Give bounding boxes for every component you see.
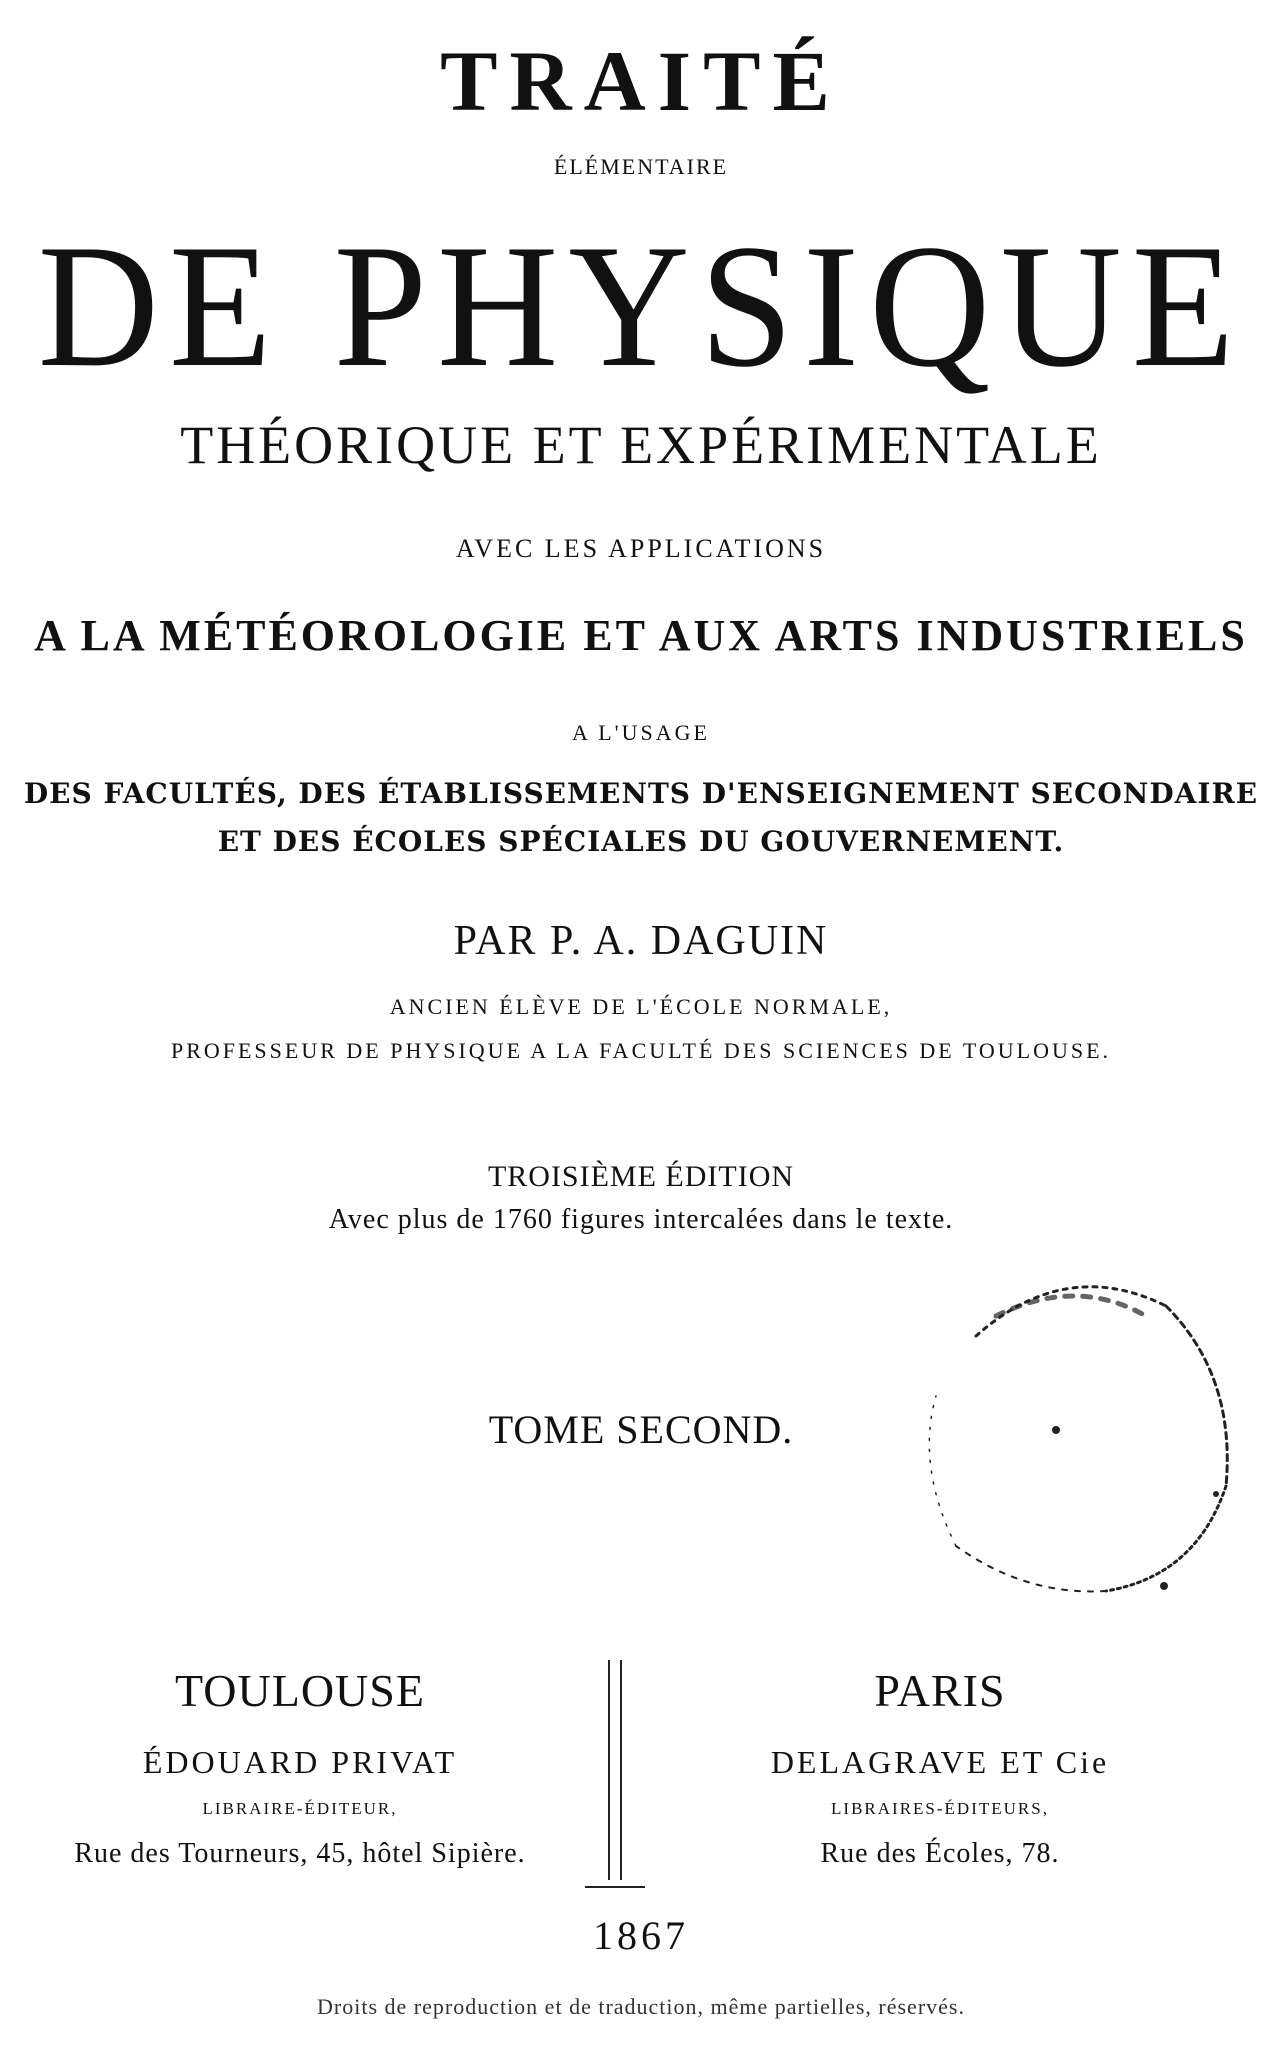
publication-year: 1867	[593, 1913, 689, 1958]
author-byline: PAR P. A. DAGUIN	[453, 918, 829, 964]
title-de-physique: DE PHYSIQUE	[37, 208, 1245, 404]
column-divider	[608, 1660, 622, 1880]
publisher-right-name: DELAGRAVE ET Cie	[770, 1744, 1110, 1780]
publisher-right-city: PARIS	[874, 1665, 1006, 1716]
library-stamp-icon	[916, 1246, 1256, 1626]
title-elementaire: ÉLÉMENTAIRE	[553, 154, 729, 179]
subtitle-avec-les-applications: AVEC LES APPLICATIONS	[455, 534, 827, 563]
subtitle-meteorologie: A LA MÉTÉOROLOGIE ET AUX ARTS INDUSTRIELS	[34, 611, 1248, 660]
edition-label: TROISIÈME ÉDITION	[487, 1160, 795, 1193]
title-traite: TRAITÉ	[440, 33, 842, 129]
year-rule	[585, 1886, 645, 1888]
rights-notice: Droits de reproduction et de traduction, même partielles, réservés.	[317, 1994, 965, 2019]
author-credential-1: ANCIEN ÉLÈVE DE L'ÉCOLE NORMALE,	[389, 994, 893, 1019]
publisher-left-city: TOULOUSE	[175, 1665, 425, 1716]
title-theorique-experimentale: THÉORIQUE ET EXPÉRIMENTALE	[180, 415, 1102, 475]
publisher-left-name: ÉDOUARD PRIVAT	[142, 1744, 458, 1780]
subtitle-a-l-usage: A L'USAGE	[572, 720, 710, 745]
audience-line-2: ET DES ÉCOLES SPÉCIALES DU GOUVERNEMENT.	[217, 825, 1065, 858]
volume-label: TOME SECOND.	[488, 1407, 794, 1452]
publisher-left-address: Rue des Tourneurs, 45, hôtel Sipière.	[74, 1838, 526, 1869]
audience-line-1: DES FACULTÉS, DES ÉTABLISSEMENTS D'ENSEIGNEMENT SECONDAIRE	[23, 777, 1259, 810]
publisher-right-role: LIBRAIRES-ÉDITEURS,	[831, 1799, 1049, 1818]
publisher-right-address: Rue des Écoles, 78.	[820, 1838, 1060, 1869]
publisher-left-role: LIBRAIRE-ÉDITEUR,	[202, 1799, 398, 1818]
author-credential-2: PROFESSEUR DE PHYSIQUE A LA FACULTÉ DES SCIENCES DE TOULOUSE.	[170, 1038, 1112, 1063]
edition-figures-note: Avec plus de 1760 figures intercalées dans le texte.	[328, 1204, 954, 1235]
